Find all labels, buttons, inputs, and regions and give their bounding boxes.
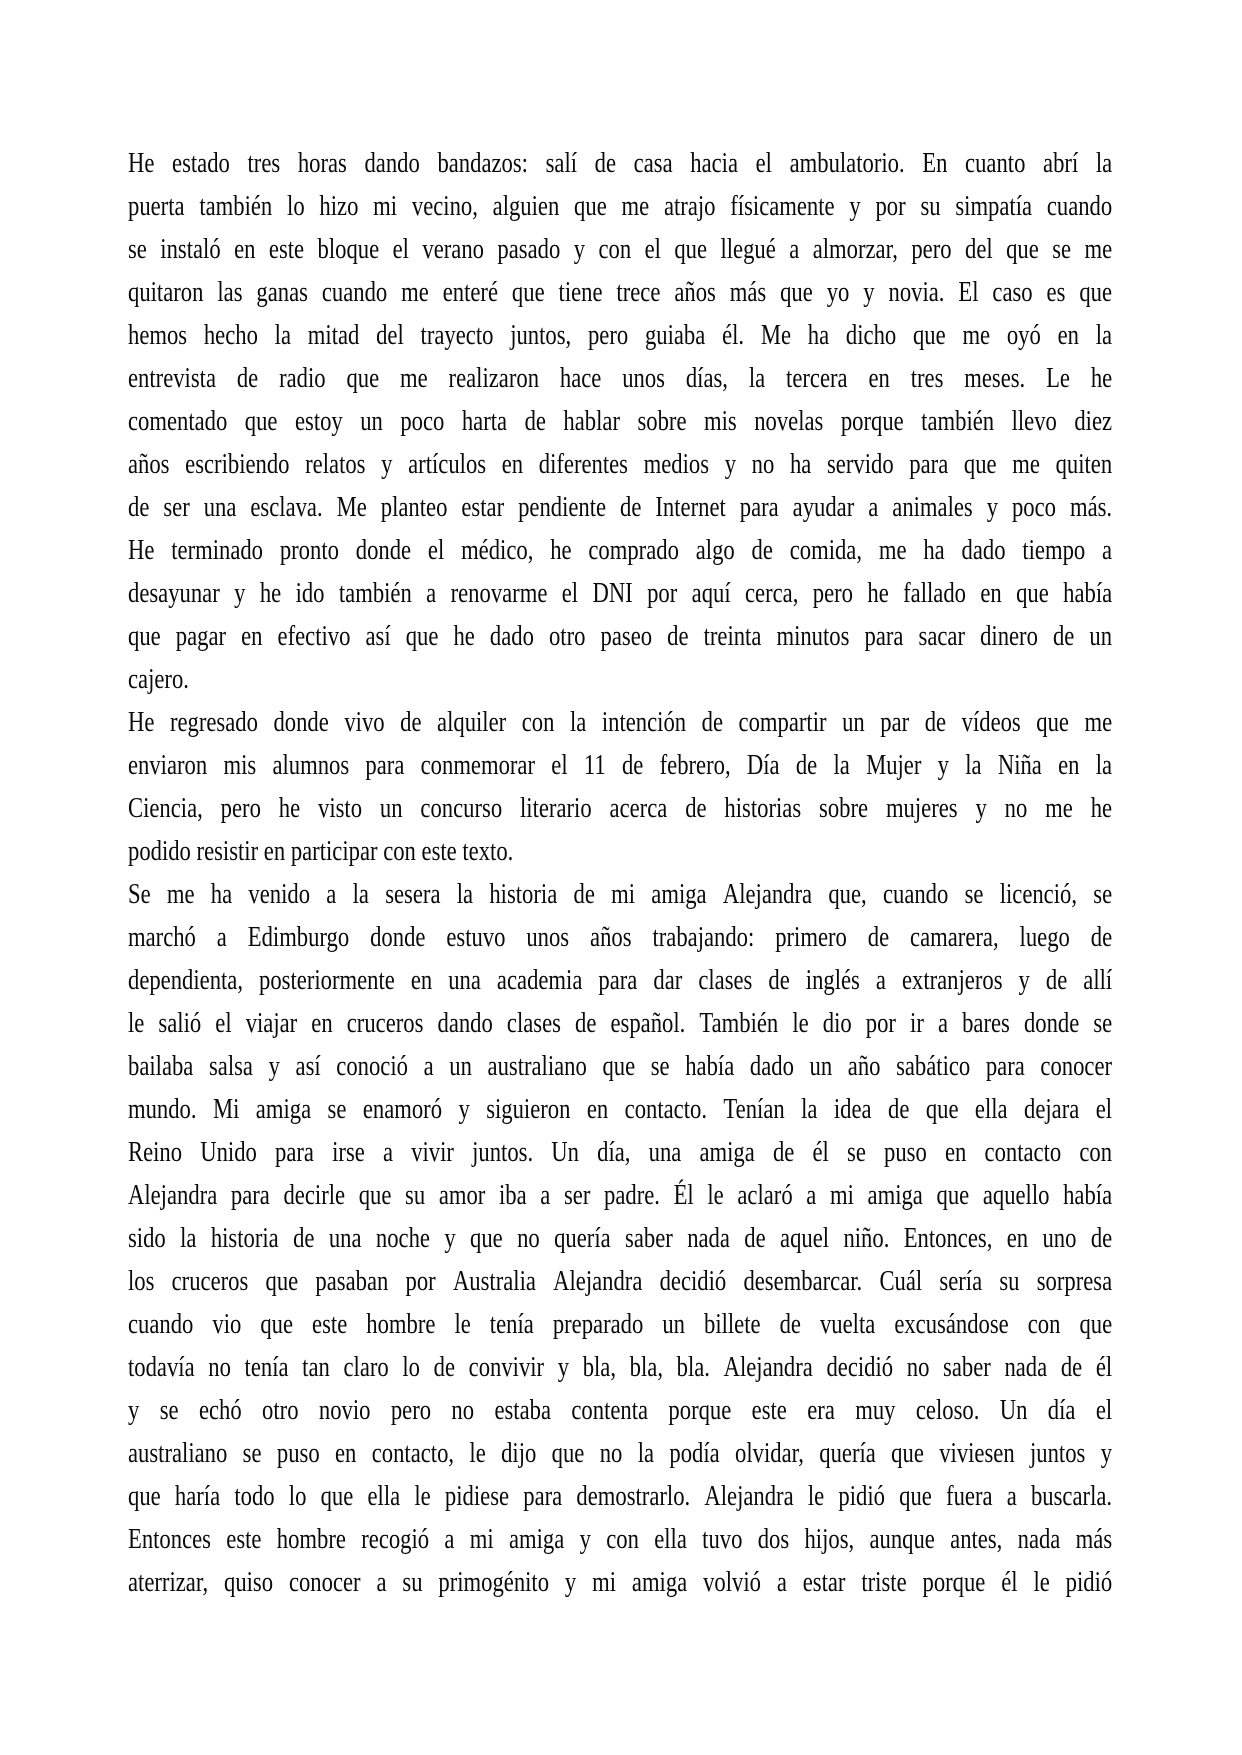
text-line: bailaba salsa y así conoció a un australiano que se había dado un año sabático para conocer xyxy=(128,1050,1113,1082)
text-line: que pagar en efectivo así que he dado otro paseo de treinta minutos para sacar dinero de un xyxy=(128,620,1113,652)
text-line: los cruceros que pasaban por Australia Alejandra decidió desembarcar. Cuál sería su sorpresa xyxy=(128,1265,1113,1297)
text-line: puerta también lo hizo mi vecino, alguien que me atrajo físicamente y por su simpatía cuando xyxy=(128,190,1113,222)
text-line: aterrizar, quiso conocer a su primogénito y mi amiga volvió a estar triste porque él le pidió xyxy=(128,1566,1113,1598)
text-line: mundo. Mi amiga se enamoró y siguieron en contacto. Tenían la idea de que ella dejara el xyxy=(128,1093,1113,1125)
text-line: cajero. xyxy=(128,663,189,695)
text-line: cuando vio que este hombre le tenía preparado un billete de vuelta excusándose con que xyxy=(128,1308,1113,1340)
text-line: sido la historia de una noche y que no quería saber nada de aquel niño. Entonces, en uno de xyxy=(128,1222,1113,1254)
text-line: años escribiendo relatos y artículos en diferentes medios y no ha servido para que me quiten xyxy=(128,448,1113,480)
text-line: desayunar y he ido también a renovarme el DNI por aquí cerca, pero he fallado en que había xyxy=(128,577,1113,609)
text-line: todavía no tenía tan claro lo de convivir y bla, bla, bla. Alejandra decidió no saber nada de él xyxy=(128,1351,1113,1383)
text-line: Se me ha venido a la sesera la historia de mi amiga Alejandra que, cuando se licenció, se xyxy=(128,878,1113,910)
text-line: podido resistir en participar con este texto. xyxy=(128,835,514,867)
document-body xyxy=(128,142,1112,1604)
paragraph xyxy=(128,701,1112,873)
text-line: que haría todo lo que ella le pidiese para demostrarlo. Alejandra le pidió que fuera a buscarla. xyxy=(128,1480,1113,1512)
paragraph xyxy=(128,873,1112,1604)
text-line: le salió el viajar en cruceros dando clases de español. También le dio por ir a bares donde se xyxy=(128,1007,1113,1039)
text-line: y se echó otro novio pero no estaba contenta porque este era muy celoso. Un día el xyxy=(128,1394,1113,1426)
text-line: dependienta, posteriormente en una academia para dar clases de inglés a extranjeros y de allí xyxy=(128,964,1113,996)
text-line: comentado que estoy un poco harta de hablar sobre mis novelas porque también llevo diez xyxy=(128,405,1113,437)
text-line: Reino Unido para irse a vivir juntos. Un día, una amiga de él se puso en contacto con xyxy=(128,1136,1113,1168)
text-line: Ciencia, pero he visto un concurso literario acerca de historias sobre mujeres y no me he xyxy=(128,792,1113,824)
text-line: He regresado donde vivo de alquiler con la intención de compartir un par de vídeos que me xyxy=(128,706,1113,738)
text-line: de ser una esclava. Me planteo estar pendiente de Internet para ayudar a animales y poco más. xyxy=(128,491,1113,523)
paragraph xyxy=(128,142,1112,701)
text-line: quitaron las ganas cuando me enteré que tiene trece años más que yo y novia. El caso es que xyxy=(128,276,1113,308)
text-line: He terminado pronto donde el médico, he comprado algo de comida, me ha dado tiempo a xyxy=(128,534,1113,566)
text-line: Alejandra para decirle que su amor iba a ser padre. Él le aclaró a mi amiga que aquello había xyxy=(128,1179,1113,1211)
text-line: se instaló en este bloque el verano pasado y con el que llegué a almorzar, pero del que se me xyxy=(128,233,1113,265)
text-line: enviaron mis alumnos para conmemorar el 11 de febrero, Día de la Mujer y la Niña en la xyxy=(128,749,1113,781)
text-line: australiano se puso en contacto, le dijo que no la podía olvidar, quería que viviesen juntos y xyxy=(128,1437,1113,1469)
text-line: Entonces este hombre recogió a mi amiga y con ella tuvo dos hijos, aunque antes, nada más xyxy=(128,1523,1113,1555)
text-line: marchó a Edimburgo donde estuvo unos años trabajando: primero de camarera, luego de xyxy=(128,921,1113,953)
text-line: entrevista de radio que me realizaron hace unos días, la tercera en tres meses. Le he xyxy=(128,362,1113,394)
text-line: hemos hecho la mitad del trayecto juntos, pero guiaba él. Me ha dicho que me oyó en la xyxy=(128,319,1113,351)
text-line: He estado tres horas dando bandazos: salí de casa hacia el ambulatorio. En cuanto abrí la xyxy=(128,147,1113,179)
